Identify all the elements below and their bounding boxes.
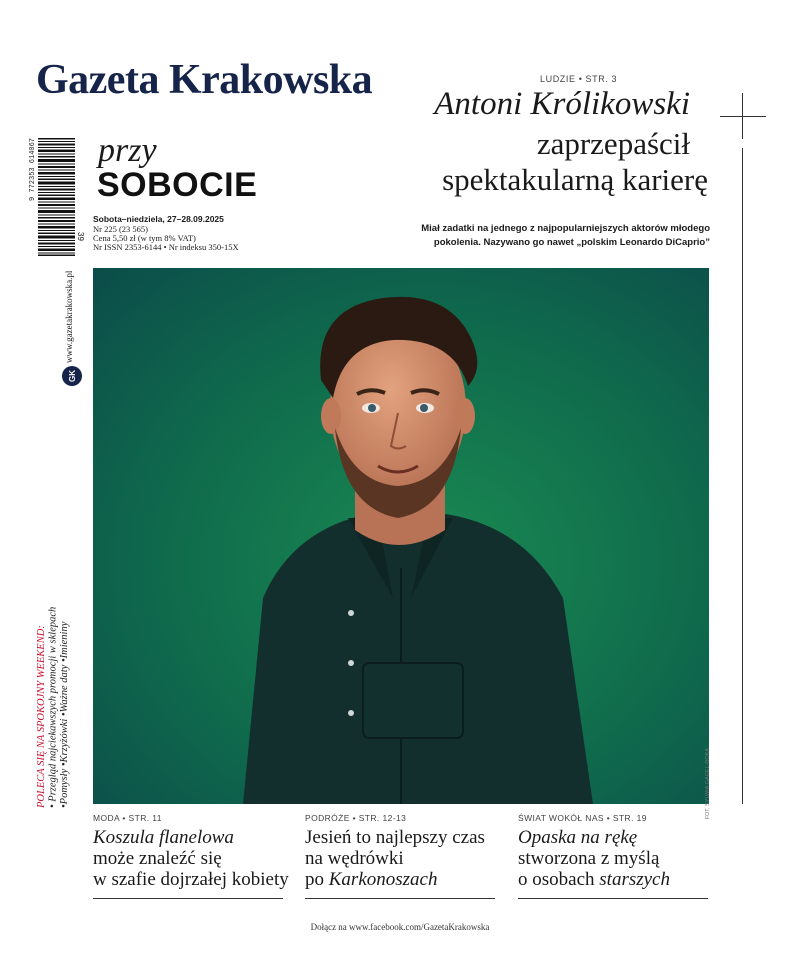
cover-photo[interactable]	[93, 268, 709, 804]
teaser-moda[interactable]	[93, 813, 289, 899]
top-story-name[interactable]: Antoni Królikowski	[434, 86, 690, 122]
issue-price: Cena 5,50 zł (w tym 8% VAT)	[93, 233, 196, 243]
website-url[interactable]: www.gazetakrakowska.pl	[64, 270, 74, 363]
masthead-title: Gazeta Krakowska	[36, 57, 373, 103]
teaser-headline-line-2: może znaleźć się	[93, 848, 222, 869]
supplement-przy: przy	[98, 132, 157, 169]
right-divider	[742, 148, 743, 804]
crosshair-vertical	[742, 93, 743, 139]
supplement-sobocie: SOBOCIE	[97, 166, 258, 204]
teaser-headline-line-1: Jesień to najlepszy czas	[305, 827, 485, 848]
teaser-headline-line-3: po Karkonoszach	[305, 869, 438, 890]
issue-number: Nr 225 (23 565)	[93, 224, 149, 234]
teaser-headline-line-3: o osobach starszych	[518, 869, 670, 890]
teaser-headline-line-2: stworzona z myślą	[518, 848, 660, 869]
teaser-rule	[518, 898, 708, 899]
teaser-podroze[interactable]	[305, 813, 495, 899]
teaser-kicker: MODA • STR. 11	[93, 813, 162, 823]
teaser-headline-line-1: Opaska na rękę	[518, 827, 638, 848]
teaser-swiat[interactable]	[518, 813, 708, 899]
issue-date: Sobota–niedziela, 27–28.09.2025	[93, 214, 224, 224]
recommend-title: POLECA SIĘ NA SPOKOJNY WEEKEND:	[36, 625, 47, 808]
top-story-headline-line-2[interactable]: zaprzepaścił	[536, 126, 690, 161]
barcode-icon	[38, 138, 75, 256]
teaser-kicker: PODRÓŻE • STR. 12-13	[305, 813, 407, 823]
top-story-deck: Miał zadatki na jednego z najpopularniejszych aktorów młodego pokolenia. Nazywano go nawet „polskim Leonardo DiCaprio”	[421, 223, 710, 248]
crosshair-horizontal	[720, 116, 766, 117]
gk-logo-icon: GK	[62, 366, 82, 386]
issue-issn: Nr ISSN 2353-6144 • Nr indeksu 350-15X	[93, 242, 239, 252]
teaser-rule	[305, 898, 495, 899]
recommend-line-2: •Pomysły •Krzyżówki •Ważne daty •Imieniny	[59, 621, 70, 808]
teaser-headline-line-2: na wędrówki	[305, 848, 404, 869]
footer-facebook-link[interactable]: Dołącz na www.facebook.com/GazetaKrakowska	[310, 922, 490, 932]
teaser-headline-line-1: Koszula flanelowa	[93, 827, 234, 848]
weekend-recommendations	[36, 606, 71, 808]
top-story-headline-line-3[interactable]: spektakularną karierę	[442, 162, 708, 197]
teaser-rule	[93, 898, 283, 899]
barcode-issue-code: 39	[76, 232, 85, 241]
teaser-kicker: ŚWIAT WOKÓŁ NAS • STR. 19	[518, 813, 647, 823]
barcode-digits: 9 772353 614067	[29, 138, 37, 202]
teaser-headline-line-3: w szafie dojrzałej kobiety	[93, 869, 289, 890]
portrait-illustration	[93, 268, 709, 804]
photo-credit: FOT. SYLWIA GAGEL-DOKA	[705, 748, 711, 820]
recommend-line-1: • Przegląd najciekawszych promocji w sklepach	[47, 606, 59, 808]
top-story-kicker: LUDZIE • STR. 3	[540, 74, 618, 84]
